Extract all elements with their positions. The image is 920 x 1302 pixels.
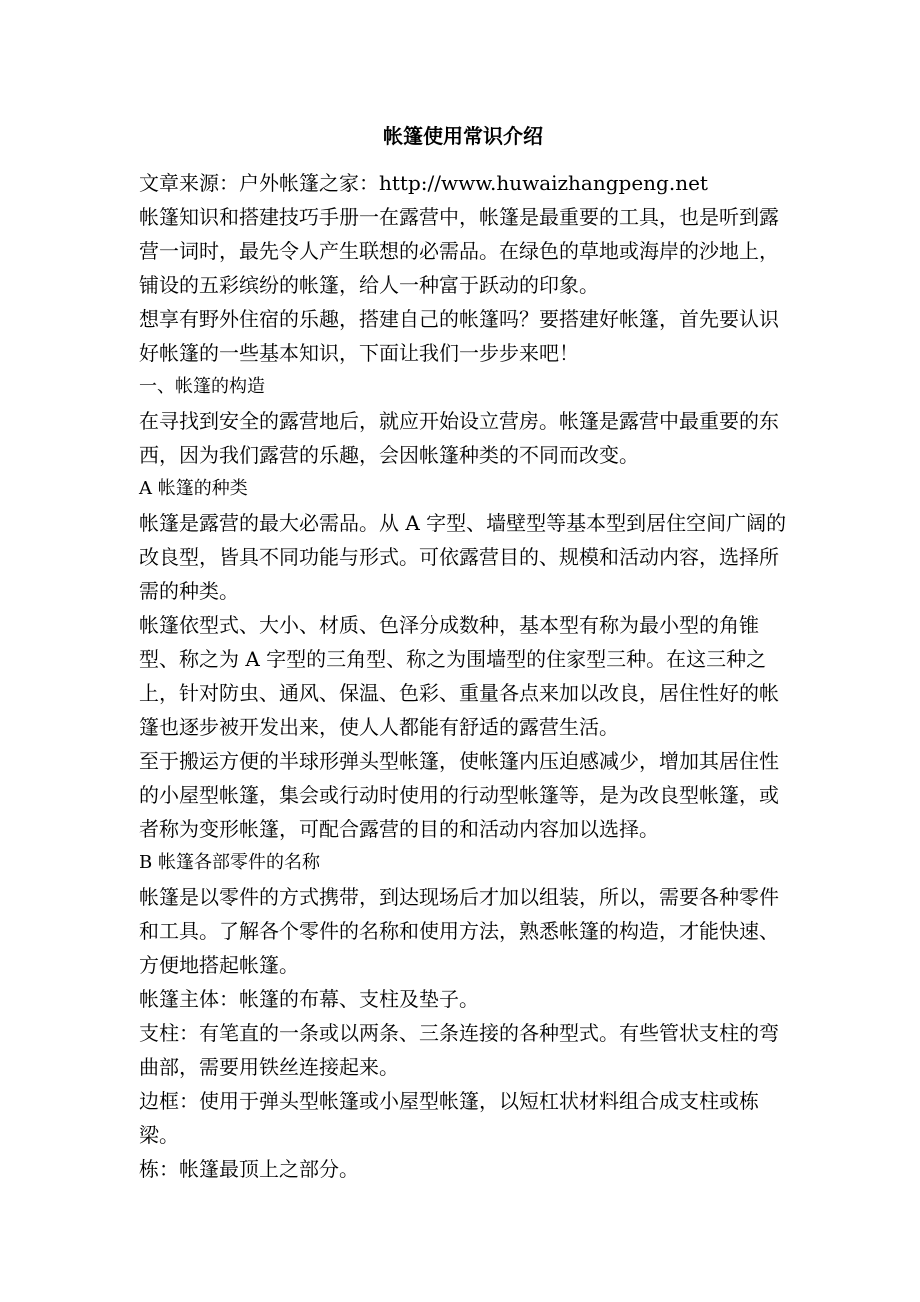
- paragraph: 至于搬运方便的半球形弹头型帐篷，使帐篷内压迫感减少，增加其居住性的小屋型帐篷，集会或行动时使用的行动型帐篷等，是为改良型帐篷，或者称为变形帐篷，可配合露营的目的和活动内容加以选择。: [139, 749, 779, 841]
- paragraph: 帐篷是露营的最大必需品。从 A 字型、墙壁型等基本型到居住空间广阔的改良型，皆具不同功能与形式。可依露营目的、规模和活动内容，选择所需的种类。: [139, 511, 787, 603]
- paragraph: 帐篷知识和搭建技巧手册一在露营中，帐篷是最重要的工具，也是听到露营一词时，最先令人产生联想的必需品。在绿色的草地或海岸的沙地上，铺设的五彩缤纷的帐篷，给人一种富于跃动的印象。: [139, 205, 779, 297]
- definition-item: 栋：帐篷最顶上之部分。: [139, 1157, 359, 1181]
- paragraph: 在寻找到安全的露营地后，就应开始设立营房。帐篷是露营中最重要的东西，因为我们露营的乐趣，会因帐篷种类的不同而改变。: [139, 409, 779, 467]
- definition-item: 帐篷主体：帐篷的布幕、支柱及垫子。: [139, 987, 479, 1011]
- paragraph: 帐篷依型式、大小、材质、色泽分成数种，基本型有称为最小型的角锥型、称之为 A 字型的三角型、称之为围墙型的住家型三种。在这三种之上，针对防虫、通风、保温、色彩、重量各点来加以改良，居住性好的帐篷也逐步被开发出来，使人人都能有舒适的露营生活。: [139, 613, 779, 739]
- subsection-heading: A 帐篷的种类: [139, 478, 248, 499]
- section-heading: 一、帐篷的构造: [139, 376, 265, 397]
- subsection-heading: B 帐篷各部零件的名称: [139, 852, 320, 873]
- definition-item: 边框：使用于弹头型帐篷或小屋型帐篷，以短杠状材料组合成支柱或栋梁。: [139, 1089, 759, 1147]
- paragraph: 想享有野外住宿的乐趣，搭建自己的帐篷吗？要搭建好帐篷，首先要认识好帐篷的一些基本知识，下面让我们一步步来吧！: [139, 307, 779, 365]
- paragraph: 帐篷是以零件的方式携带，到达现场后才加以组装，所以，需要各种零件和工具。了解各个零件的名称和使用方法，熟悉帐篷的构造，才能快速、方便地搭起帐篷。: [139, 885, 779, 977]
- document-title: 帐篷使用常识介绍: [383, 124, 543, 148]
- definition-item: 支柱：有笔直的一条或以两条、三条连接的各种型式。有些管状支柱的弯曲部，需要用铁丝连接起来。: [139, 1021, 779, 1079]
- source-line: 文章来源：户外帐篷之家：http://www.huwaizhangpeng.net: [139, 171, 708, 195]
- document-page: [139, 118, 787, 1186]
